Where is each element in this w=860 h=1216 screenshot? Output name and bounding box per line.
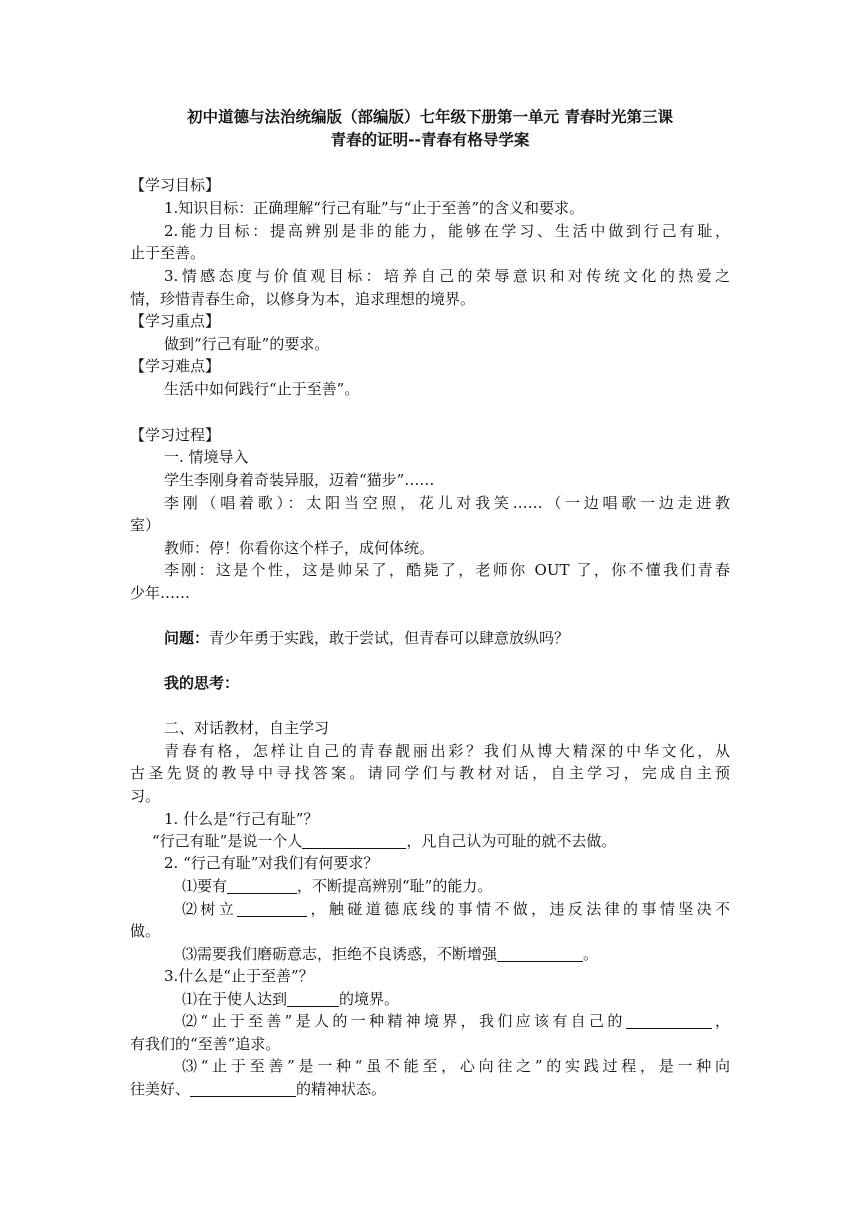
q2-item-2 [182,898,730,920]
question-text: 青少年勇于实践，敢于尝试，但青春可以肆意放纵吗？ [209,629,570,647]
q1-answer-line [152,830,752,852]
q2-2-blank[interactable] [237,900,307,917]
q3-2-blank[interactable] [626,1012,712,1029]
q2-1-text-before: ⑴要有 [182,877,228,895]
q3-heading: 3.什么是“止于至善”？ [164,967,314,985]
scene-line-3: 教师：停！你看你这个样子，成何体统。 [164,539,435,557]
q2-3-text-before: ⑶需要我们磨砺意志，拒绝不良诱惑，不断增强 [182,945,498,963]
section-objectives-heading: 【学习目标】 [130,176,221,194]
q2-3-text-after: 。 [583,945,599,963]
q1-answer-blank[interactable] [302,832,406,849]
scene-line-4b: 少年…… [130,584,191,602]
q2-2-text-after: ，触碰道德底线的事情不做，违反法律的事情坚决不 [307,900,730,918]
q2-item-1 [182,875,730,897]
q3-3-text-before: 往美好、 [130,1080,191,1098]
q3-3-blank[interactable] [190,1080,296,1097]
q3-item-2 [182,1010,730,1032]
q3-1-text-before: ⑴在于使人达到 [182,990,288,1008]
objective-3-line1: 3.情感态度与价值观目标：培养自己的荣辱意识和对传统文化的热爱之 [164,267,730,285]
q2-1-blank[interactable] [227,877,297,894]
q3-item-3-line1: ⑶“止于至善”是一种“虽不能至，心向往之”的实践过程，是一种向 [182,1057,730,1075]
my-thinking-label: 我的思考： [164,674,240,692]
part2-intro-line1: 青春有格，怎样让自己的青春靓丽出彩？我们从博大精深的中华文化，从 [164,742,730,760]
q1-text-before: “行己有耻”是说一个人 [152,832,303,850]
q2-1-text-after: ，不断提高辨别“耻”的能力。 [297,877,493,895]
part2-intro-line2: 古圣先贤的教导中寻找答案。请同学们与教材对话，自主学习，完成自主预 [130,764,730,782]
q1-heading: 1. 什么是“行己有耻”？ [164,810,319,828]
part2-heading: 二、对话教材，自主学习 [164,719,330,737]
q3-1-text-after: 的境界。 [339,990,400,1008]
difficulty-point-text: 生活中如何践行“止于至善”。 [164,380,360,398]
q3-2-text-after: ， [711,1012,730,1030]
objective-1: 1.知识目标：正确理解“行己有耻”与“止于至善”的含义和要求。 [164,199,584,217]
key-point-text: 做到“行己有耻”的要求。 [164,335,330,353]
q3-3-text-after: 的精神状态。 [296,1080,387,1098]
q3-2-text-before: ⑵“止于至善”是人的一种精神境界，我们应该有自己的 [182,1012,626,1030]
question-label: 问题： [164,629,210,647]
doc-title-line2: 青春的证明--青春有格导学案 [330,131,530,149]
question-line [164,627,730,649]
doc-title-line1: 初中道德与法治统编版（部编版）七年级下册第一单元 青春时光第三课 [187,108,673,126]
q3-item-3-line2 [130,1078,730,1100]
section-key-heading: 【学习重点】 [130,312,221,330]
part1-heading: 一. 情境导入 [164,448,249,466]
q1-text-after: ，凡自己认为可耻的就不去做。 [406,832,617,850]
q2-2-text-before: ⑵树立 [182,900,238,918]
objective-2-line1: 2.能力目标：提高辨别是非的能力，能够在学习、生活中做到行己有耻， [164,222,730,240]
q2-3-blank[interactable] [497,945,583,962]
section-difficulty-heading: 【学习难点】 [130,357,221,375]
scene-line-2a: 李刚（唱着歌）：太阳当空照，花儿对我笑……（一边唱歌一边走进教 [164,494,730,512]
q2-item-2-cont: 做。 [130,922,161,940]
objective-3-line2: 情，珍惜青春生命，以修身为本，追求理想的境界。 [130,290,476,308]
objective-2-line2: 止于至善。 [130,244,206,262]
q3-item-1 [182,988,730,1010]
q2-item-3 [182,943,730,965]
scene-line-4a: 李刚：这是个性，这是帅呆了，酷毙了，老师你 OUT 了，你不懂我们青春 [164,561,730,579]
q3-1-blank[interactable] [287,990,339,1007]
scene-line-2b: 室） [130,516,161,534]
section-process-heading: 【学习过程】 [130,426,221,444]
scene-line-1: 学生李刚身着奇装异服，迈着“猫步”…… [164,471,435,489]
q3-item-2-cont: 有我们的“至善”追求。 [130,1035,281,1053]
q2-heading: 2. “行己有耻”对我们有何要求？ [164,854,379,872]
part2-intro-line3: 习。 [130,787,161,805]
